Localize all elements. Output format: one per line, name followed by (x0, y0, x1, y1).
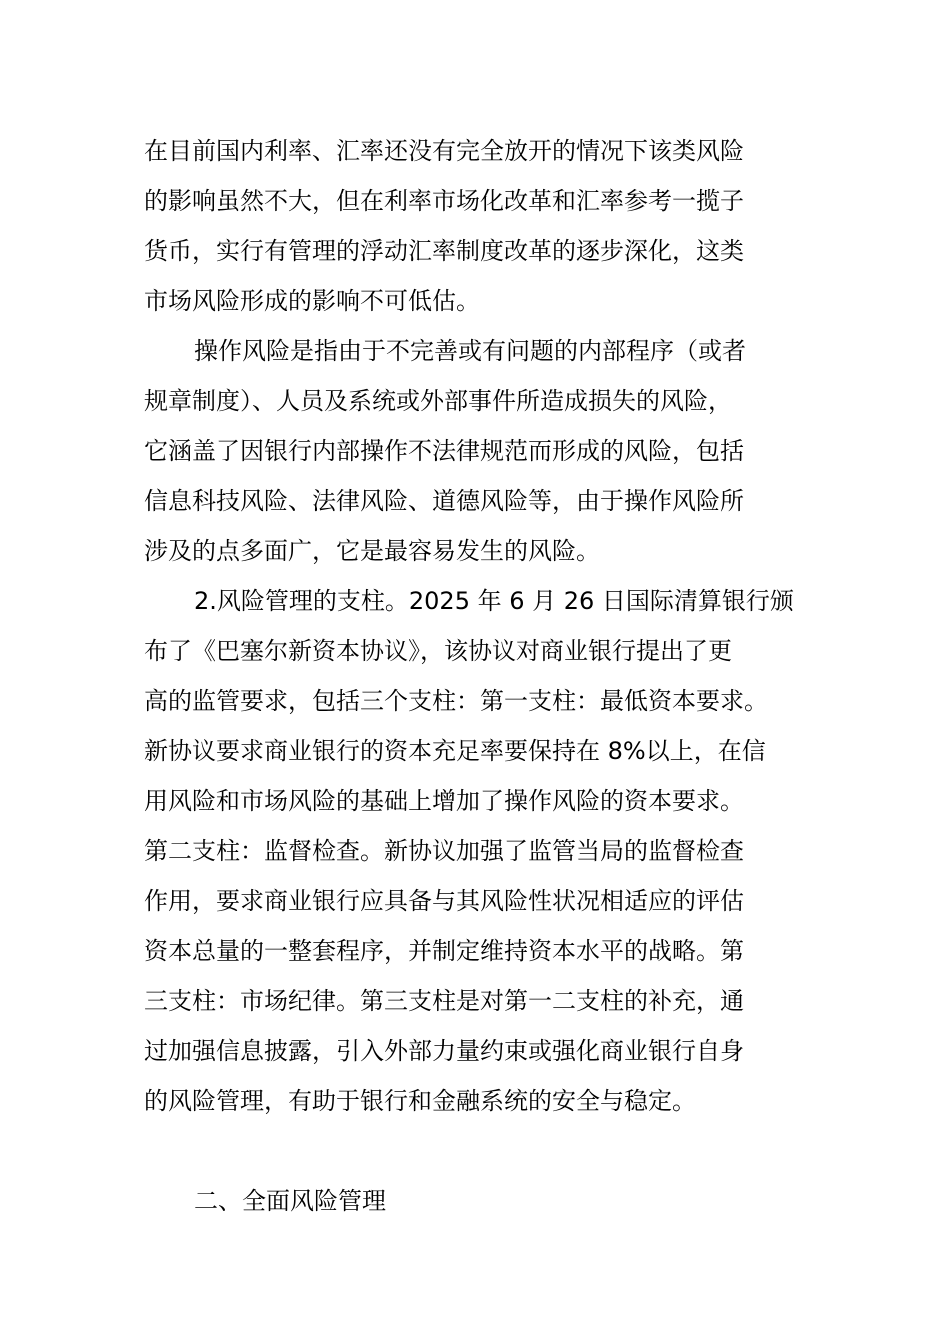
text-line: 第二支柱：监督检查。新协议加强了监管当局的监督检查 (144, 837, 744, 865)
text-line: 操作风险是指由于不完善或有问题的内部程序（或者 (194, 337, 746, 365)
text-line: 高的监管要求，包括三个支柱：第一支柱：最低资本要求。 (144, 687, 768, 715)
document-page (144, 126, 814, 1226)
text-line: 货币，实行有管理的浮动汇率制度改革的逐步深化，这类 (144, 237, 744, 265)
paragraph-risk-pillars (144, 576, 814, 1126)
text-line: 规章制度）、人员及系统或外部事件所造成损失的风险， (144, 387, 732, 415)
text-line: 布了《巴塞尔新资本协议》，该协议对商业银行提出了更 (144, 637, 732, 665)
text-line: 的影响虽然不大，但在利率市场化改革和汇率参考一揽子 (144, 187, 744, 215)
text-line: 在目前国内利率、汇率还没有完全放开的情况下该类风险 (144, 137, 744, 165)
text-line: 过加强信息披露，引入外部力量约束或强化商业银行自身 (144, 1037, 744, 1065)
text-line: 信息科技风险、法律风险、道德风险等，由于操作风险所 (144, 487, 744, 515)
text-line: 三支柱：市场纪律。第三支柱是对第一二支柱的补充，通 (144, 987, 744, 1015)
text-line: 它涵盖了因银行内部操作不法律规范而形成的风险，包括 (144, 437, 744, 465)
paragraph-operational-risk (144, 326, 814, 576)
text-line: 的风险管理，有助于银行和金融系统的安全与稳定。 (144, 1087, 696, 1115)
paragraph-gap (144, 1126, 814, 1176)
text-line: 市场风险形成的影响不可低估。 (144, 287, 480, 315)
text-line: 新协议要求商业银行的资本充足率要保持在 8%以上，在信 (144, 737, 766, 765)
text-line: 涉及的点多面广，它是最容易发生的风险。 (144, 537, 600, 565)
text-line: 用风险和市场风险的基础上增加了操作风险的资本要求。 (144, 787, 744, 815)
text-line: 作用，要求商业银行应具备与其风险性状况相适应的评估 (144, 887, 744, 915)
section-heading: 二、全面风险管理 (194, 1187, 386, 1215)
paragraph-market-risk (144, 126, 814, 326)
text-line: 2.风险管理的支柱。2025 年 6 月 26 日国际清算银行颁 (194, 587, 794, 615)
text-line: 资本总量的一整套程序，并制定维持资本水平的战略。第 (144, 937, 744, 965)
